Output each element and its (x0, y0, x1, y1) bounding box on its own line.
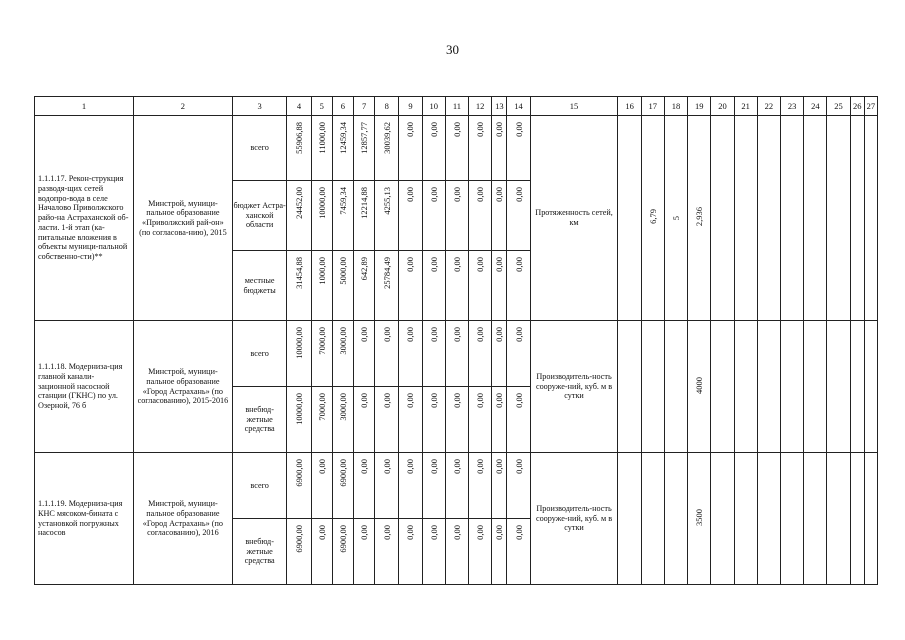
funding-value: 0,00 (359, 525, 370, 540)
indicator-value-cell (618, 453, 641, 585)
funding-value: 0,00 (451, 327, 462, 342)
funding-value: 11000,00 (316, 122, 327, 154)
funding-value: 642,89 (359, 257, 370, 281)
column-header: 20 (711, 97, 734, 116)
funding-value-cell (311, 251, 332, 321)
funding-value: 0,00 (381, 525, 392, 540)
column-header: 17 (641, 97, 664, 116)
indicator-value: 3500 (694, 508, 705, 526)
funding-source-label: местные бюджеты (232, 251, 287, 321)
funding-value: 0,00 (316, 525, 327, 540)
indicator-value: 5 (670, 215, 681, 221)
item-description: 1.1.1.18. Модерниза-ция главной канали-зационной насосной станции (ГКНС) по ул. Озерной, 76 б (35, 321, 134, 453)
funding-value: 0,00 (475, 122, 486, 137)
funding-value: 0,00 (405, 122, 416, 137)
responsible-party: Минстрой, муници-пальное образование «Город Астрахань» (по согласованию), 2016 (133, 453, 232, 585)
funding-value: 6900,00 (293, 459, 304, 487)
funding-value-cell (445, 387, 468, 453)
funding-value: 0,00 (451, 122, 462, 137)
column-header: 13 (492, 97, 507, 116)
column-header: 24 (804, 97, 827, 116)
indicator-value-cell (850, 116, 864, 321)
column-header: 7 (353, 97, 374, 116)
column-header: 14 (507, 97, 530, 116)
indicator-value-cell (804, 321, 827, 453)
funding-value: 0,00 (513, 525, 524, 540)
column-header: 4 (287, 97, 311, 116)
funding-value-cell (422, 181, 445, 251)
indicator-value-cell (804, 453, 827, 585)
funding-value-cell (445, 181, 468, 251)
indicator-value-cell (864, 453, 877, 585)
funding-value: 0,00 (475, 525, 486, 540)
indicator-value-cell (850, 453, 864, 585)
funding-value-cell (287, 321, 311, 387)
column-header: 11 (445, 97, 468, 116)
funding-value-cell (375, 519, 399, 585)
funding-value-cell (353, 519, 374, 585)
funding-value-cell (399, 321, 422, 387)
funding-value-cell (311, 116, 332, 181)
funding-value: 0,00 (359, 327, 370, 342)
funding-value-cell (287, 519, 311, 585)
funding-value: 10000,00 (316, 187, 327, 219)
funding-value: 0,00 (513, 459, 524, 474)
funding-value: 0,00 (405, 459, 416, 474)
column-header: 12 (469, 97, 492, 116)
indicator-value-cell (734, 453, 757, 585)
funding-value-cell (399, 181, 422, 251)
item-description: 1.1.1.19. Модерниза-ция КНС мясоком-бината с установкой погружных насосов (35, 453, 134, 585)
funding-value-cell (507, 387, 530, 453)
indicator-value: 6,79 (647, 209, 658, 225)
funding-value: 0,00 (451, 525, 462, 540)
funding-value-cell (492, 453, 507, 519)
column-header: 19 (688, 97, 711, 116)
funding-value-cell (469, 387, 492, 453)
funding-value-cell (422, 453, 445, 519)
funding-value: 0,00 (451, 187, 462, 202)
funding-value-cell (311, 181, 332, 251)
indicator-value-cell (780, 453, 803, 585)
funding-source-label: внебюд-жетные средства (232, 519, 287, 585)
column-header: 6 (332, 97, 353, 116)
funding-value: 6900,00 (337, 525, 348, 553)
funding-value: 25784,49 (381, 257, 392, 289)
funding-value: 55906,88 (293, 122, 304, 154)
indicator-value: 2,936 (694, 207, 705, 227)
indicator-value-cell (688, 321, 711, 453)
indicator-value-cell (864, 116, 877, 321)
funding-value-cell (375, 181, 399, 251)
indicator-value-cell (618, 321, 641, 453)
funding-value-cell (311, 321, 332, 387)
funding-value: 0,00 (451, 257, 462, 272)
funding-value: 0,00 (428, 122, 439, 137)
indicator-value-cell (664, 453, 687, 585)
funding-value: 0,00 (513, 257, 524, 272)
funding-value: 0,00 (513, 393, 524, 408)
funding-value-cell (507, 453, 530, 519)
funding-value-cell (445, 116, 468, 181)
funding-value-cell (507, 321, 530, 387)
indicator-value-cell (804, 116, 827, 321)
indicator-value-cell (688, 116, 711, 321)
column-header: 3 (232, 97, 287, 116)
indicator-name: Производитель-ность сооруже-ний, куб. м в сутки (530, 453, 618, 585)
funding-value-cell (353, 387, 374, 453)
funding-value-cell (399, 251, 422, 321)
funding-value: 0,00 (451, 393, 462, 408)
indicator-value-cell (734, 116, 757, 321)
indicator-value-cell (734, 321, 757, 453)
funding-value-cell (399, 519, 422, 585)
funding-value-cell (422, 251, 445, 321)
funding-value: 0,00 (316, 459, 327, 474)
funding-value-cell (399, 387, 422, 453)
indicator-value-cell (827, 321, 850, 453)
funding-value: 0,00 (428, 187, 439, 202)
funding-value-cell (353, 321, 374, 387)
indicator-value-cell (827, 453, 850, 585)
funding-value-cell (399, 453, 422, 519)
funding-value-cell (287, 116, 311, 181)
funding-value: 0,00 (513, 187, 524, 202)
indicator-value-cell (757, 116, 780, 321)
funding-value-cell (507, 181, 530, 251)
indicator-value-cell (780, 321, 803, 453)
indicator-value-cell (864, 321, 877, 453)
funding-value: 0,00 (475, 393, 486, 408)
funding-value: 0,00 (381, 327, 392, 342)
funding-value: 0,00 (405, 393, 416, 408)
funding-value: 0,00 (494, 459, 505, 474)
funding-value-cell (353, 251, 374, 321)
funding-value-cell (353, 453, 374, 519)
funding-value: 0,00 (494, 327, 505, 342)
funding-value-cell (375, 116, 399, 181)
column-header: 18 (664, 97, 687, 116)
funding-value-cell (375, 251, 399, 321)
indicator-value-cell (757, 321, 780, 453)
funding-value: 24452,00 (293, 187, 304, 219)
funding-value: 12857,77 (359, 122, 370, 154)
indicator-value-cell (618, 116, 641, 321)
column-header: 2 (133, 97, 232, 116)
funding-value-cell (492, 116, 507, 181)
funding-value: 0,00 (494, 187, 505, 202)
funding-value: 0,00 (359, 393, 370, 408)
funding-value-cell (507, 251, 530, 321)
column-header: 25 (827, 97, 850, 116)
funding-value: 0,00 (428, 257, 439, 272)
funding-source-label: всего (232, 453, 287, 519)
column-header: 22 (757, 97, 780, 116)
funding-value-cell (422, 321, 445, 387)
funding-value-cell (332, 387, 353, 453)
funding-value-cell (311, 387, 332, 453)
item-description: 1.1.1.17. Рекон-струкция разводя-щих сетей водопро-вода в селе Началово Приволжского райо-на Астраханской об-ласти. 1-й этап (ка-питальные вложения в объекты муници-пальной собственно-сти)** (35, 116, 134, 321)
funding-value: 5000,00 (337, 257, 348, 285)
funding-value: 0,00 (428, 327, 439, 342)
funding-value: 12214,88 (359, 187, 370, 219)
column-header: 21 (734, 97, 757, 116)
funding-value-cell (469, 321, 492, 387)
funding-value: 12459,34 (337, 122, 348, 154)
funding-source-label: бюджет Астра-ханской области (232, 181, 287, 251)
funding-value: 0,00 (494, 393, 505, 408)
funding-value: 0,00 (428, 459, 439, 474)
funding-value: 0,00 (513, 327, 524, 342)
funding-value-cell (311, 453, 332, 519)
funding-value-cell (469, 181, 492, 251)
funding-value-cell (422, 387, 445, 453)
funding-value-cell (375, 387, 399, 453)
indicator-value: 4000 (694, 376, 705, 394)
funding-source-label: всего (232, 116, 287, 181)
funding-value-cell (353, 116, 374, 181)
funding-value-cell (332, 321, 353, 387)
column-header: 5 (311, 97, 332, 116)
indicator-value-cell (757, 453, 780, 585)
funding-value: 6900,00 (293, 525, 304, 553)
funding-value-cell (375, 321, 399, 387)
funding-value-cell (492, 519, 507, 585)
funding-value: 0,00 (428, 525, 439, 540)
funding-value-cell (311, 519, 332, 585)
header-row (35, 97, 878, 116)
indicator-value-cell (827, 116, 850, 321)
funding-value: 0,00 (451, 459, 462, 474)
indicator-value-cell (664, 321, 687, 453)
funding-value-cell (399, 116, 422, 181)
funding-value: 10000,00 (293, 393, 304, 425)
indicator-value-cell (711, 321, 734, 453)
funding-value-cell (507, 519, 530, 585)
funding-value: 0,00 (405, 187, 416, 202)
funding-value: 0,00 (475, 187, 486, 202)
funding-value-cell (422, 116, 445, 181)
column-header: 9 (399, 97, 422, 116)
indicator-value-cell (664, 116, 687, 321)
funding-value-cell (332, 453, 353, 519)
funding-value-cell (492, 387, 507, 453)
indicator-value-cell (711, 116, 734, 321)
funding-value: 7459,34 (337, 187, 348, 215)
funding-value-cell (287, 453, 311, 519)
column-header: 27 (864, 97, 877, 116)
funding-value-cell (332, 519, 353, 585)
funding-value-cell (492, 251, 507, 321)
funding-value: 0,00 (494, 525, 505, 540)
responsible-party: Минстрой, муници-пальное образование «Город Астрахань» (по согласованию), 2015-2016 (133, 321, 232, 453)
funding-value: 0,00 (405, 525, 416, 540)
funding-value: 1000,00 (316, 257, 327, 285)
funding-value: 0,00 (405, 327, 416, 342)
funding-value: 0,00 (494, 122, 505, 137)
funding-value: 6900,00 (337, 459, 348, 487)
funding-value: 0,00 (475, 257, 486, 272)
funding-value-cell (445, 321, 468, 387)
funding-value-cell (287, 181, 311, 251)
indicator-value-cell (641, 116, 664, 321)
funding-value: 0,00 (381, 459, 392, 474)
funding-value: 0,00 (381, 393, 392, 408)
funding-value: 0,00 (359, 459, 370, 474)
funding-value: 0,00 (513, 122, 524, 137)
funding-value: 3000,00 (337, 327, 348, 355)
column-header: 16 (618, 97, 641, 116)
funding-value-cell (287, 251, 311, 321)
indicator-value-cell (641, 321, 664, 453)
funding-value-cell (332, 116, 353, 181)
funding-value-cell (287, 387, 311, 453)
funding-value: 7000,00 (316, 393, 327, 421)
funding-value: 3000,00 (337, 393, 348, 421)
column-header: 26 (850, 97, 864, 116)
table-row (35, 116, 878, 181)
funding-value: 7000,00 (316, 327, 327, 355)
funding-value: 30039,62 (381, 122, 392, 154)
program-table (34, 96, 878, 585)
funding-value-cell (375, 453, 399, 519)
funding-value: 0,00 (494, 257, 505, 272)
funding-value-cell (445, 453, 468, 519)
indicator-value-cell (688, 453, 711, 585)
funding-value-cell (469, 116, 492, 181)
funding-value-cell (469, 453, 492, 519)
funding-value: 31454,88 (293, 257, 304, 289)
funding-source-label: всего (232, 321, 287, 387)
indicator-name: Производитель-ность сооруже-ний, куб. м в сутки (530, 321, 618, 453)
funding-value-cell (332, 181, 353, 251)
funding-value-cell (445, 519, 468, 585)
column-header: 8 (375, 97, 399, 116)
indicator-value-cell (711, 453, 734, 585)
funding-value: 10000,00 (293, 327, 304, 359)
responsible-party: Минстрой, муници-пальное образование «Приволжский рай-он» (по согласова-нию), 2015 (133, 116, 232, 321)
funding-value: 0,00 (405, 257, 416, 272)
funding-source-label: внебюд-жетные средства (232, 387, 287, 453)
funding-value-cell (469, 519, 492, 585)
column-header: 23 (780, 97, 803, 116)
indicator-value-cell (850, 321, 864, 453)
funding-value: 4255,13 (381, 187, 392, 215)
funding-value-cell (353, 181, 374, 251)
indicator-name: Протяженность сетей, км (530, 116, 618, 321)
indicator-value-cell (780, 116, 803, 321)
funding-value-cell (469, 251, 492, 321)
funding-value-cell (492, 181, 507, 251)
funding-value-cell (445, 251, 468, 321)
table-row (35, 321, 878, 387)
funding-value: 0,00 (475, 327, 486, 342)
table-row (35, 453, 878, 519)
funding-value: 0,00 (428, 393, 439, 408)
indicator-value-cell (641, 453, 664, 585)
funding-value-cell (332, 251, 353, 321)
column-header: 1 (35, 97, 134, 116)
column-header: 10 (422, 97, 445, 116)
page-number: 30 (446, 42, 459, 57)
funding-value: 0,00 (475, 459, 486, 474)
funding-value-cell (422, 519, 445, 585)
column-header: 15 (530, 97, 618, 116)
funding-value-cell (492, 321, 507, 387)
funding-value-cell (507, 116, 530, 181)
